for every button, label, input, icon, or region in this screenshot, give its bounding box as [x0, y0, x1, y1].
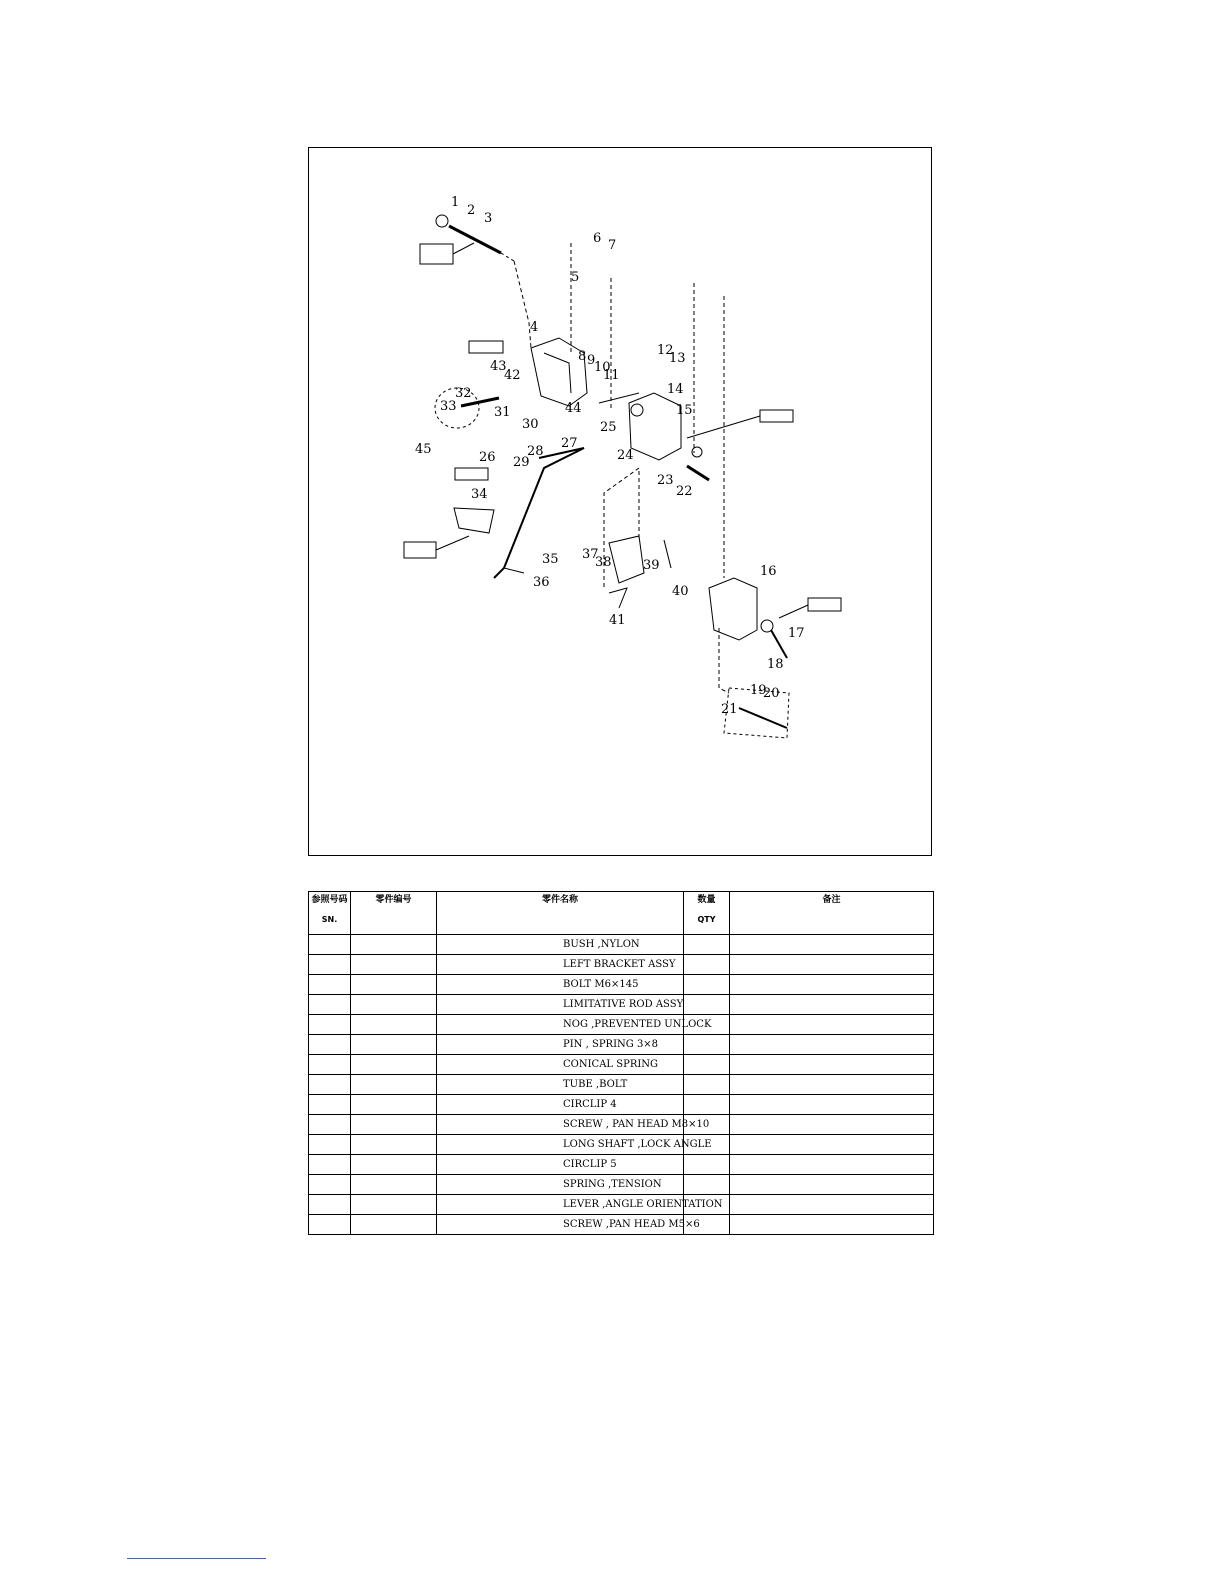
table-row	[309, 1155, 934, 1175]
callout: 14	[667, 382, 684, 397]
callout: 6	[593, 231, 602, 246]
callout: 23	[657, 473, 674, 488]
table-row	[309, 935, 934, 955]
callout: 22	[676, 484, 693, 499]
part-name-cell: SPRING ,TENSION	[437, 1175, 684, 1195]
lever-part	[494, 448, 584, 578]
callout: 17	[788, 626, 805, 641]
callout: 28	[527, 444, 544, 459]
part-name-cell: SCREW ,PAN HEAD M5×6	[437, 1215, 684, 1235]
right-bracket-part	[709, 578, 757, 640]
part-name-cell: NOG ,PREVENTED UNLOCK	[437, 1015, 684, 1035]
callout: 2	[467, 203, 476, 218]
label-box	[808, 598, 841, 611]
callout: 34	[471, 487, 488, 502]
callout: 13	[669, 351, 686, 366]
callout: 12	[657, 343, 674, 358]
header-qty: 数量 QTY	[684, 892, 730, 935]
part-name-cell: TUBE ,BOLT	[437, 1075, 684, 1095]
callout: 15	[676, 403, 693, 418]
table-row	[309, 1075, 934, 1095]
callout: 19	[750, 683, 767, 698]
table-row	[309, 975, 934, 995]
table-row	[309, 955, 934, 975]
callout: 42	[504, 368, 521, 383]
callout: 36	[533, 575, 550, 590]
callout: 44	[565, 401, 582, 416]
callout: 9	[587, 353, 596, 368]
diagram-drawing	[309, 148, 933, 857]
callout: 5	[571, 270, 580, 285]
callout: 43	[490, 359, 507, 374]
callout: 40	[672, 584, 689, 599]
callout: 18	[767, 657, 784, 672]
part-name-cell: CIRCLIP 5	[437, 1155, 684, 1175]
label-box	[404, 542, 436, 558]
callout: 8	[578, 349, 587, 364]
center-bracket-part	[629, 393, 681, 460]
callout: 25	[600, 420, 617, 435]
table-row	[309, 1015, 934, 1035]
parts-list-table	[308, 891, 934, 1235]
callout: 27	[561, 436, 578, 451]
table-row	[309, 1095, 934, 1115]
callout: 20	[763, 686, 780, 701]
table-row	[309, 1195, 934, 1215]
callout: 33	[440, 399, 457, 414]
table-row	[309, 1035, 934, 1055]
part-name-cell: LIMITATIVE ROD ASSY	[437, 995, 684, 1015]
table-header-row	[309, 892, 934, 935]
part-name-cell: LEVER ,ANGLE ORIENTATION	[437, 1195, 684, 1215]
label-box	[455, 468, 488, 480]
callout: 11	[603, 368, 620, 383]
table-row	[309, 1115, 934, 1135]
part-name-cell: PIN , SPRING 3×8	[437, 1035, 684, 1055]
callout: 10	[594, 360, 611, 375]
label-box	[760, 410, 793, 422]
shaft-part	[449, 226, 501, 253]
bush-part	[436, 215, 448, 227]
callout: 26	[479, 450, 496, 465]
table-row	[309, 1135, 934, 1155]
part-name-cell: BOLT M6×145	[437, 975, 684, 995]
table-row	[309, 1055, 934, 1075]
callout: 32	[455, 386, 472, 401]
callout: 4	[530, 320, 539, 335]
callout-numbers	[415, 195, 805, 717]
link-part	[454, 508, 494, 533]
header-part-number: 零件编号	[351, 892, 437, 935]
header-part-name: 零件名称	[437, 892, 684, 935]
table-row	[309, 1215, 934, 1235]
table-row	[309, 1175, 934, 1195]
footer-rule	[127, 1558, 266, 1559]
callout: 1	[451, 195, 460, 210]
lower-bracket-part	[609, 536, 644, 583]
callout: 31	[494, 405, 511, 420]
label-box	[469, 341, 503, 353]
table-row	[309, 995, 934, 1015]
label-box	[420, 244, 453, 264]
header-remarks: 备注	[730, 892, 934, 935]
header-sn: 参照号码 SN.	[309, 892, 351, 935]
callout: 7	[608, 238, 617, 253]
callout: 21	[721, 702, 738, 717]
part-name-cell: CONICAL SPRING	[437, 1055, 684, 1075]
exploded-parts-diagram	[308, 147, 932, 856]
callout: 16	[760, 564, 777, 579]
part-name-cell: CIRCLIP 4	[437, 1095, 684, 1115]
callout: 38	[595, 555, 612, 570]
callout: 41	[609, 613, 626, 628]
callout: 3	[484, 211, 493, 226]
part-name-cell: LONG SHAFT ,LOCK ANGLE	[437, 1135, 684, 1155]
callout: 24	[617, 448, 634, 463]
callout: 37	[582, 547, 599, 562]
callout: 30	[522, 417, 539, 432]
part-name-cell: LEFT BRACKET ASSY	[437, 955, 684, 975]
callout: 39	[643, 558, 660, 573]
callout: 29	[513, 455, 530, 470]
callout: 35	[542, 552, 559, 567]
part-name-cell: SCREW , PAN HEAD M8×10	[437, 1115, 684, 1135]
part-name-cell: BUSH ,NYLON	[437, 935, 684, 955]
table-body	[309, 935, 934, 1235]
callout: 45	[415, 442, 432, 457]
